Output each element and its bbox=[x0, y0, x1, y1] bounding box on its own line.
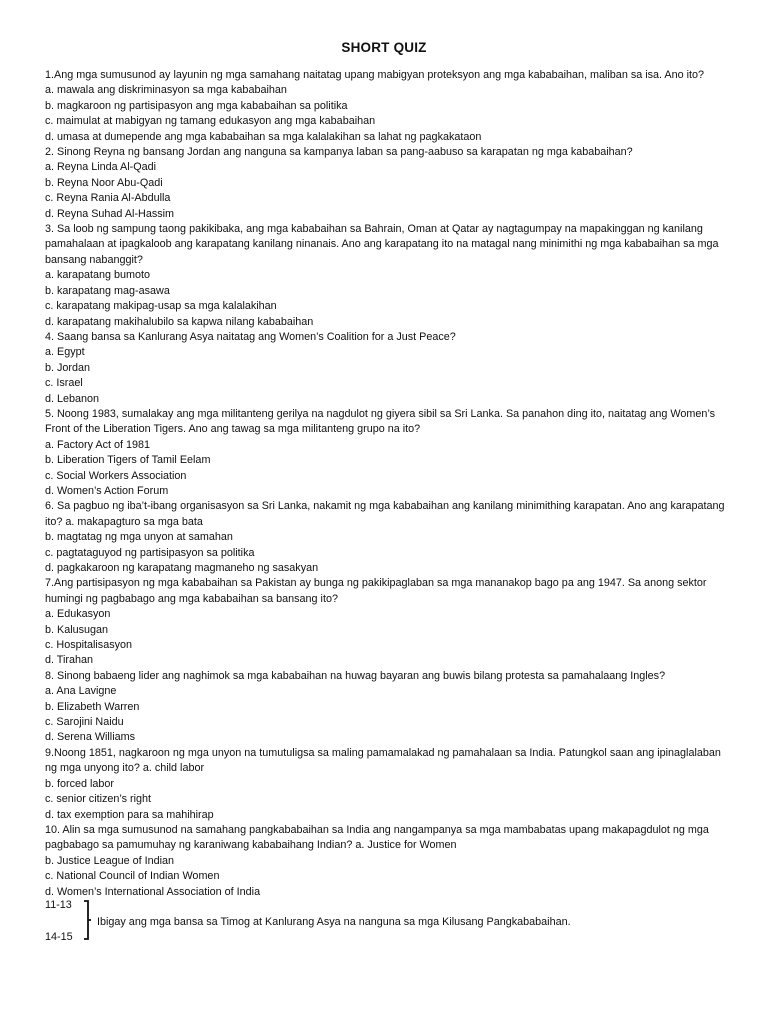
choice-4d: d. Lebanon bbox=[45, 392, 100, 405]
choice-8c: c. Sarojini Naidu bbox=[45, 716, 124, 729]
choice-7c: c. Hospitalisasyon bbox=[45, 639, 133, 652]
choice-3c: c. karapatang makipag-usap sa mga kalalakihan bbox=[45, 300, 277, 313]
choice-7a: a. Edukasyon bbox=[45, 608, 111, 621]
choice-9c: c. senior citizen’s right bbox=[45, 793, 152, 806]
question-9: 9.Noong 1851, nagkaroon ng mga unyon na tumutuligsa sa maling pamamalakad ng pamahalaan sa India. Patungkol saan ang ipinaglalaban ng mga unyong ito? a. child labor bbox=[45, 746, 721, 775]
choice-2a: a. Reyna Linda Al-Qadi bbox=[45, 161, 157, 174]
choice-10d: d. Women’s International Association of India bbox=[45, 885, 261, 898]
choice-6d: d. pagkakaroon ng karapatang magmaneho ng sasakyan bbox=[45, 562, 319, 574]
choice-8b: b. Elizabeth Warren bbox=[45, 700, 140, 713]
question-6: 6. Sa pagbuo ng iba’t-ibang organisasyon sa Sri Lanka, nakamit ng mga kababaihan ang kanilang minimithing karapatan. Ano ang karapatang ito? a. makapagturo sa mga bata bbox=[45, 500, 725, 528]
question-1: 1.Ang mga sumusunod ay layunin ng mga samahang naitatag upang mabigyan proteksyon ang mga kababaihan, maliban sa isa. Ano ito? bbox=[45, 69, 705, 81]
choice-5d: d. Women’s Action Forum bbox=[45, 484, 169, 497]
item-range-bottom: 14-15 bbox=[45, 931, 73, 943]
bracket-icon bbox=[83, 900, 91, 940]
quiz-footer bbox=[45, 898, 725, 946]
choice-5b: b. Liberation Tigers of Tamil Eelam bbox=[45, 454, 211, 467]
choice-9d: d. tax exemption para sa mahihirap bbox=[45, 808, 214, 821]
choice-7d: d. Tirahan bbox=[45, 654, 94, 667]
footer-instruction: Ibigay ang mga bansa sa Timog at Kanlurang Asya na nanguna sa mga Kilusang Pangkababaihan. bbox=[97, 916, 571, 928]
choice-9b: b. forced labor bbox=[45, 777, 115, 790]
choice-3a: a. karapatang bumoto bbox=[45, 269, 151, 282]
choice-5c: c. Social Workers Association bbox=[45, 469, 187, 482]
quiz-body bbox=[45, 68, 725, 900]
question-4: 4. Saang bansa sa Kanlurang Asya naitatag ang Women’s Coalition for a Just Peace? bbox=[45, 330, 456, 343]
question-10: 10. Alin sa mga sumusunod na samahang pangkababaihan sa India ang nangampanya sa mga mambabatas upang makapagdulot ng mga pagbabago sa pamumuhay ng karaniwang kababaihang Indian? a. Justice for Women bbox=[45, 823, 709, 852]
choice-5a: a. Factory Act of 1981 bbox=[45, 438, 151, 451]
choice-6c: c. pagtataguyod ng partisipasyon sa politika bbox=[45, 546, 255, 559]
question-8: 8. Sinong babaeng lider ang naghimok sa mga kababaihan na huwag bayaran ang buwis bilang protesta sa pamahalaang Ingles? bbox=[45, 669, 666, 682]
page-title: SHORT QUIZ bbox=[341, 40, 427, 55]
choice-3d: d. karapatang makihalubilo sa kapwa nilang kababaihan bbox=[45, 315, 314, 328]
choice-7b: b. Kalusugan bbox=[45, 623, 109, 636]
choice-1d: d. umasa at dumepende ang mga kababaihan sa mga kalalakihan sa lahat ng pagkakataon bbox=[45, 130, 482, 143]
choice-1b: b. magkaroon ng partisipasyon ang mga kababaihan sa politika bbox=[45, 99, 348, 112]
choice-8d: d. Serena Williams bbox=[45, 731, 136, 744]
choice-3b: b. karapatang mag-asawa bbox=[45, 284, 170, 297]
choice-1a: a. mawala ang diskriminasyon sa mga kababaihan bbox=[45, 84, 287, 97]
choice-4b: b. Jordan bbox=[45, 361, 91, 374]
choice-4c: c. Israel bbox=[45, 377, 83, 390]
question-7: 7.Ang partisipasyon ng mga kababaihan sa Pakistan ay bunga ng pakikipaglaban sa mga mananakop bago pa ang 1947. Sa anong sektor humingi ng pagbabago ang mga kababaihan sa bansang ito? bbox=[45, 577, 707, 605]
choice-10c: c. National Council of Indian Women bbox=[45, 870, 220, 883]
choice-10b: b. Justice League of Indian bbox=[45, 854, 175, 867]
choice-2c: c. Reyna Rania Al-Abdulla bbox=[45, 192, 171, 205]
item-range-top: 11-13 bbox=[45, 899, 72, 911]
choice-2d: d. Reyna Suhad Al-Hassim bbox=[45, 207, 175, 220]
question-2: 2. Sinong Reyna ng bansang Jordan ang nanguna sa kampanya laban sa pang-aabuso sa karapatan ng mga kababaihan? bbox=[45, 146, 633, 159]
question-3: 3. Sa loob ng sampung taong pakikibaka, ang mga kababaihan sa Bahrain, Oman at Qatar ay nagtagumpay na mapakinggan ng kanilang pamahalaan at ipagkaloob ang karapatang kanilang ninanais. Ano ang karapatang ito na matagal nang minimithi ng mga kababaihan sa mga bansang nabanggit? bbox=[45, 223, 719, 266]
question-5: 5. Noong 1983, sumalakay ang mga militanteng gerilya na nagdulot ng giyera sibil sa Sri Lanka. Sa panahon ding ito, naitatag ang Women’s Front of the Liberation Tigers. Ano ang tawag sa mga militanteng grupo na ito? bbox=[45, 407, 716, 436]
choice-2b: b. Reyna Noor Abu-Qadi bbox=[45, 176, 163, 189]
choice-8a: a. Ana Lavigne bbox=[45, 685, 117, 698]
choice-4a: a. Egypt bbox=[45, 346, 85, 359]
choice-1c: c. maimulat at mabigyan ng tamang edukasyon ang mga kababaihan bbox=[45, 115, 376, 128]
choice-6b: b. magtatag ng mga unyon at samahan bbox=[45, 531, 233, 544]
